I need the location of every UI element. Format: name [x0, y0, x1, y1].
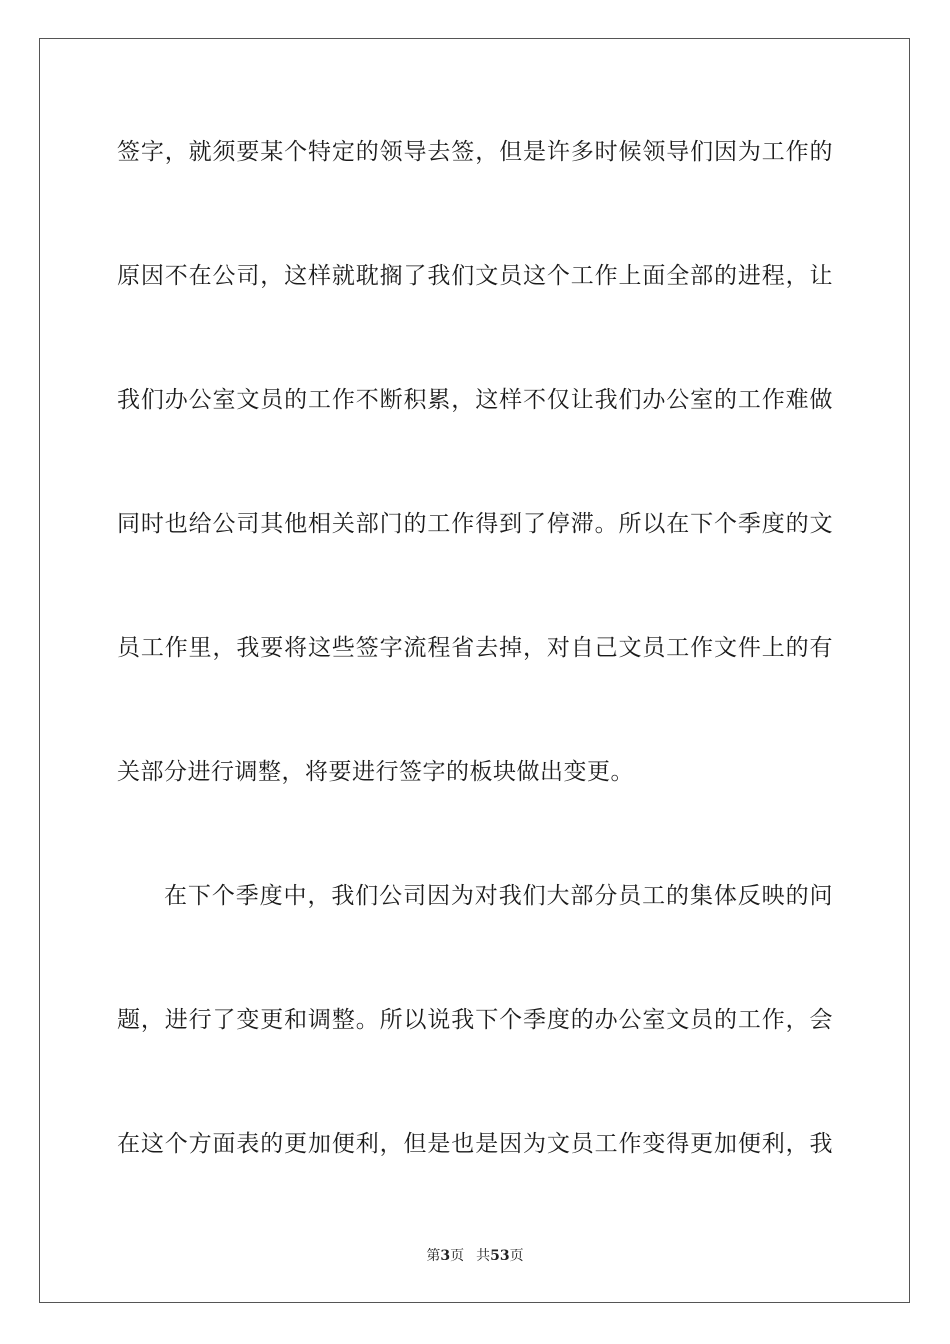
- total-label-suffix: 页: [509, 1248, 524, 1264]
- text-line-5: 员工作里，我要将这些签字流程省去掉，对自己文员工作文件上的有: [117, 635, 833, 661]
- page-label-prefix: 第: [426, 1248, 441, 1264]
- text-line-6: 关部分进行调整，将要进行签字的板块做出变更。: [117, 759, 634, 785]
- page-label-suffix: 页: [450, 1248, 465, 1264]
- page-number: 3: [440, 1248, 451, 1264]
- total-label-prefix: 共: [476, 1248, 491, 1264]
- text-line-2: 原因不在公司，这样就耽搁了我们文员这个工作上面全部的进程，让: [117, 263, 833, 289]
- page-footer: [0, 1246, 950, 1266]
- text-line-8: 题，进行了变更和调整。所以说我下个季度的办公室文员的工作，会: [117, 1007, 833, 1033]
- total-pages: 53: [490, 1248, 510, 1264]
- text-line-9: 在这个方面表的更加便利，但是也是因为文员工作变得更加便利，我: [117, 1131, 833, 1157]
- page-frame: [39, 38, 910, 1303]
- text-line-7: 在下个季度中，我们公司因为对我们大部分员工的集体反映的问: [164, 883, 833, 909]
- text-line-3: 我们办公室文员的工作不断积累，这样不仅让我们办公室的工作难做: [117, 387, 833, 413]
- text-line-4: 同时也给公司其他相关部门的工作得到了停滞。所以在下个季度的文: [117, 511, 833, 537]
- text-line-1: 签字，就须要某个特定的领导去签，但是许多时候领导们因为工作的: [117, 139, 833, 165]
